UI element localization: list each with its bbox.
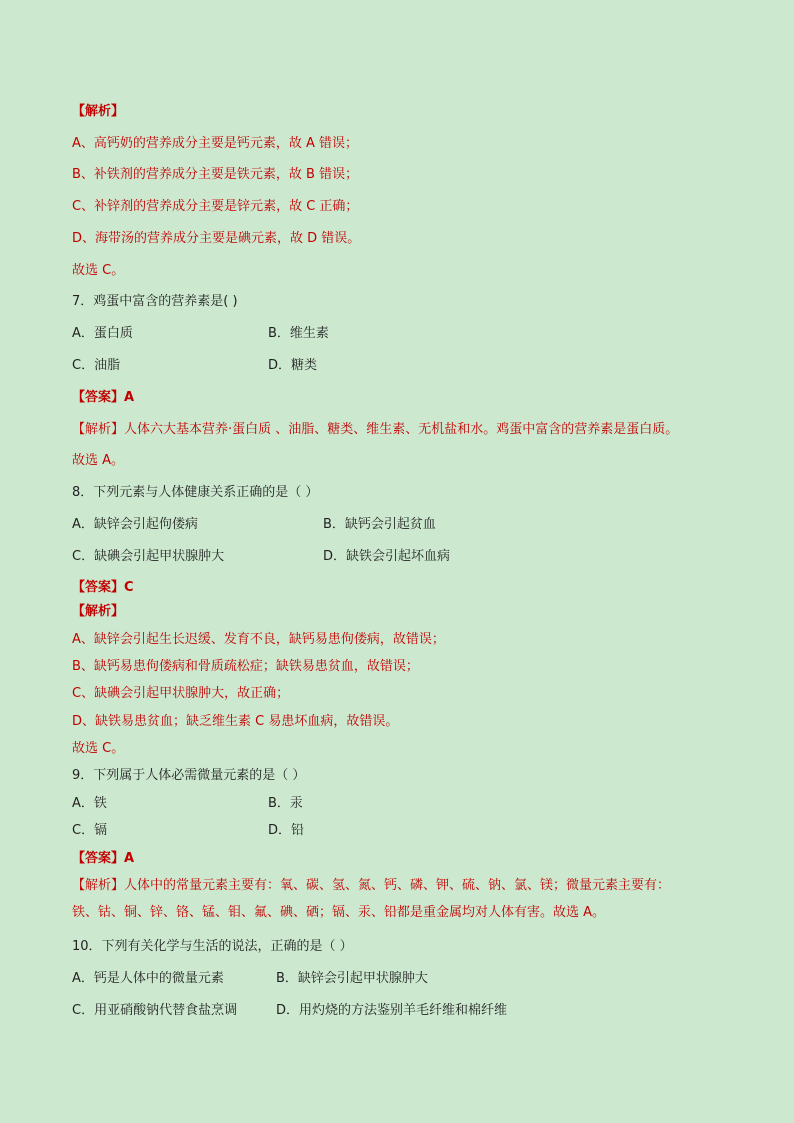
question-8-stem: 8．下列元素与人体健康关系正确的是（ ） [72,485,319,500]
analysis-line: B、补铁剂的营养成分主要是铁元素，故 B 错误； [72,167,359,182]
question-7-option-b: B．维生素 [268,326,329,341]
question-10-option-b: B．缺锌会引起甲状腺肿大 [276,971,428,986]
question-8-analysis-heading: 【解析】 [72,604,125,619]
question-7-conclusion: 故选 A。 [72,453,125,468]
question-9-analysis-line: 【解析】人体中的常量元素主要有：氧、碳、氢、氮、钙、磷、钾、硫、钠、氯、镁；微量元素主要有： [72,878,671,893]
question-8-analysis-line: A、缺锌会引起生长迟缓、发育不良，缺钙易患佝偻病，故错误； [72,632,445,647]
question-7-option-a: A．蛋白质 [72,326,133,341]
question-9-option-a: A．铁 [72,796,107,811]
question-7-option-d: D．糖类 [268,358,318,373]
question-8-option-b: B．缺钙会引起贫血 [323,517,436,532]
question-8-conclusion: 故选 C。 [72,741,125,756]
question-9-stem: 9．下列属于人体必需微量元素的是（ ） [72,768,306,783]
analysis-line: D、海带汤的营养成分主要是碘元素，故 D 错误。 [72,231,361,246]
question-9-analysis-line: 铁、钴、铜、锌、铬、锰、钼、氟、碘、硒；镉、汞、铅都是重金属均对人体有害。故选 A。 [72,905,606,920]
question-7-option-c: C．油脂 [72,358,121,373]
question-10-option-a: A．钙是人体中的微量元素 [72,971,224,986]
question-7-stem: 7．鸡蛋中富含的营养素是( ) [72,294,238,309]
question-10-stem: 10．下列有关化学与生活的说法，正确的是（ ） [72,939,353,954]
question-8-analysis-line: D、缺铁易患贫血；缺乏维生素 C 易患坏血病，故错误。 [72,714,399,729]
question-8-option-c: C．缺碘会引起甲状腺肿大 [72,549,225,564]
question-7-analysis: 【解析】人体六大基本营养·蛋白质 、油脂、糖类、维生素、无机盐和水。鸡蛋中富含的营养素是蛋白质。 [72,422,679,437]
question-9-answer: 【答案】A [72,851,135,866]
question-8-answer: 【答案】C [72,580,134,595]
question-10-option-c: C．用亚硝酸钠代替食盐烹调 [72,1003,238,1018]
question-8-option-d: D．缺铁会引起坏血病 [323,549,451,564]
question-8-option-a: A．缺锌会引起佝偻病 [72,517,198,532]
question-9-option-d: D．铅 [268,823,305,838]
question-10-option-d: D．用灼烧的方法鉴别羊毛纤维和棉纤维 [276,1003,508,1018]
analysis-heading: 【解析】 [72,104,125,119]
analysis-line: A、高钙奶的营养成分主要是钙元素，故 A 错误； [72,136,359,151]
question-9-option-c: C．镉 [72,823,108,838]
question-9-option-b: B．汞 [268,796,303,811]
question-8-analysis-line: C、缺碘会引起甲状腺肿大，故正确； [72,686,290,701]
analysis-line: C、补锌剂的营养成分主要是锌元素，故 C 正确； [72,199,359,214]
question-7-answer: 【答案】A [72,390,135,405]
question-8-analysis-line: B、缺钙易患佝偻病和骨质疏松症；缺铁易患贫血，故错误； [72,659,419,674]
analysis-conclusion: 故选 C。 [72,263,125,278]
